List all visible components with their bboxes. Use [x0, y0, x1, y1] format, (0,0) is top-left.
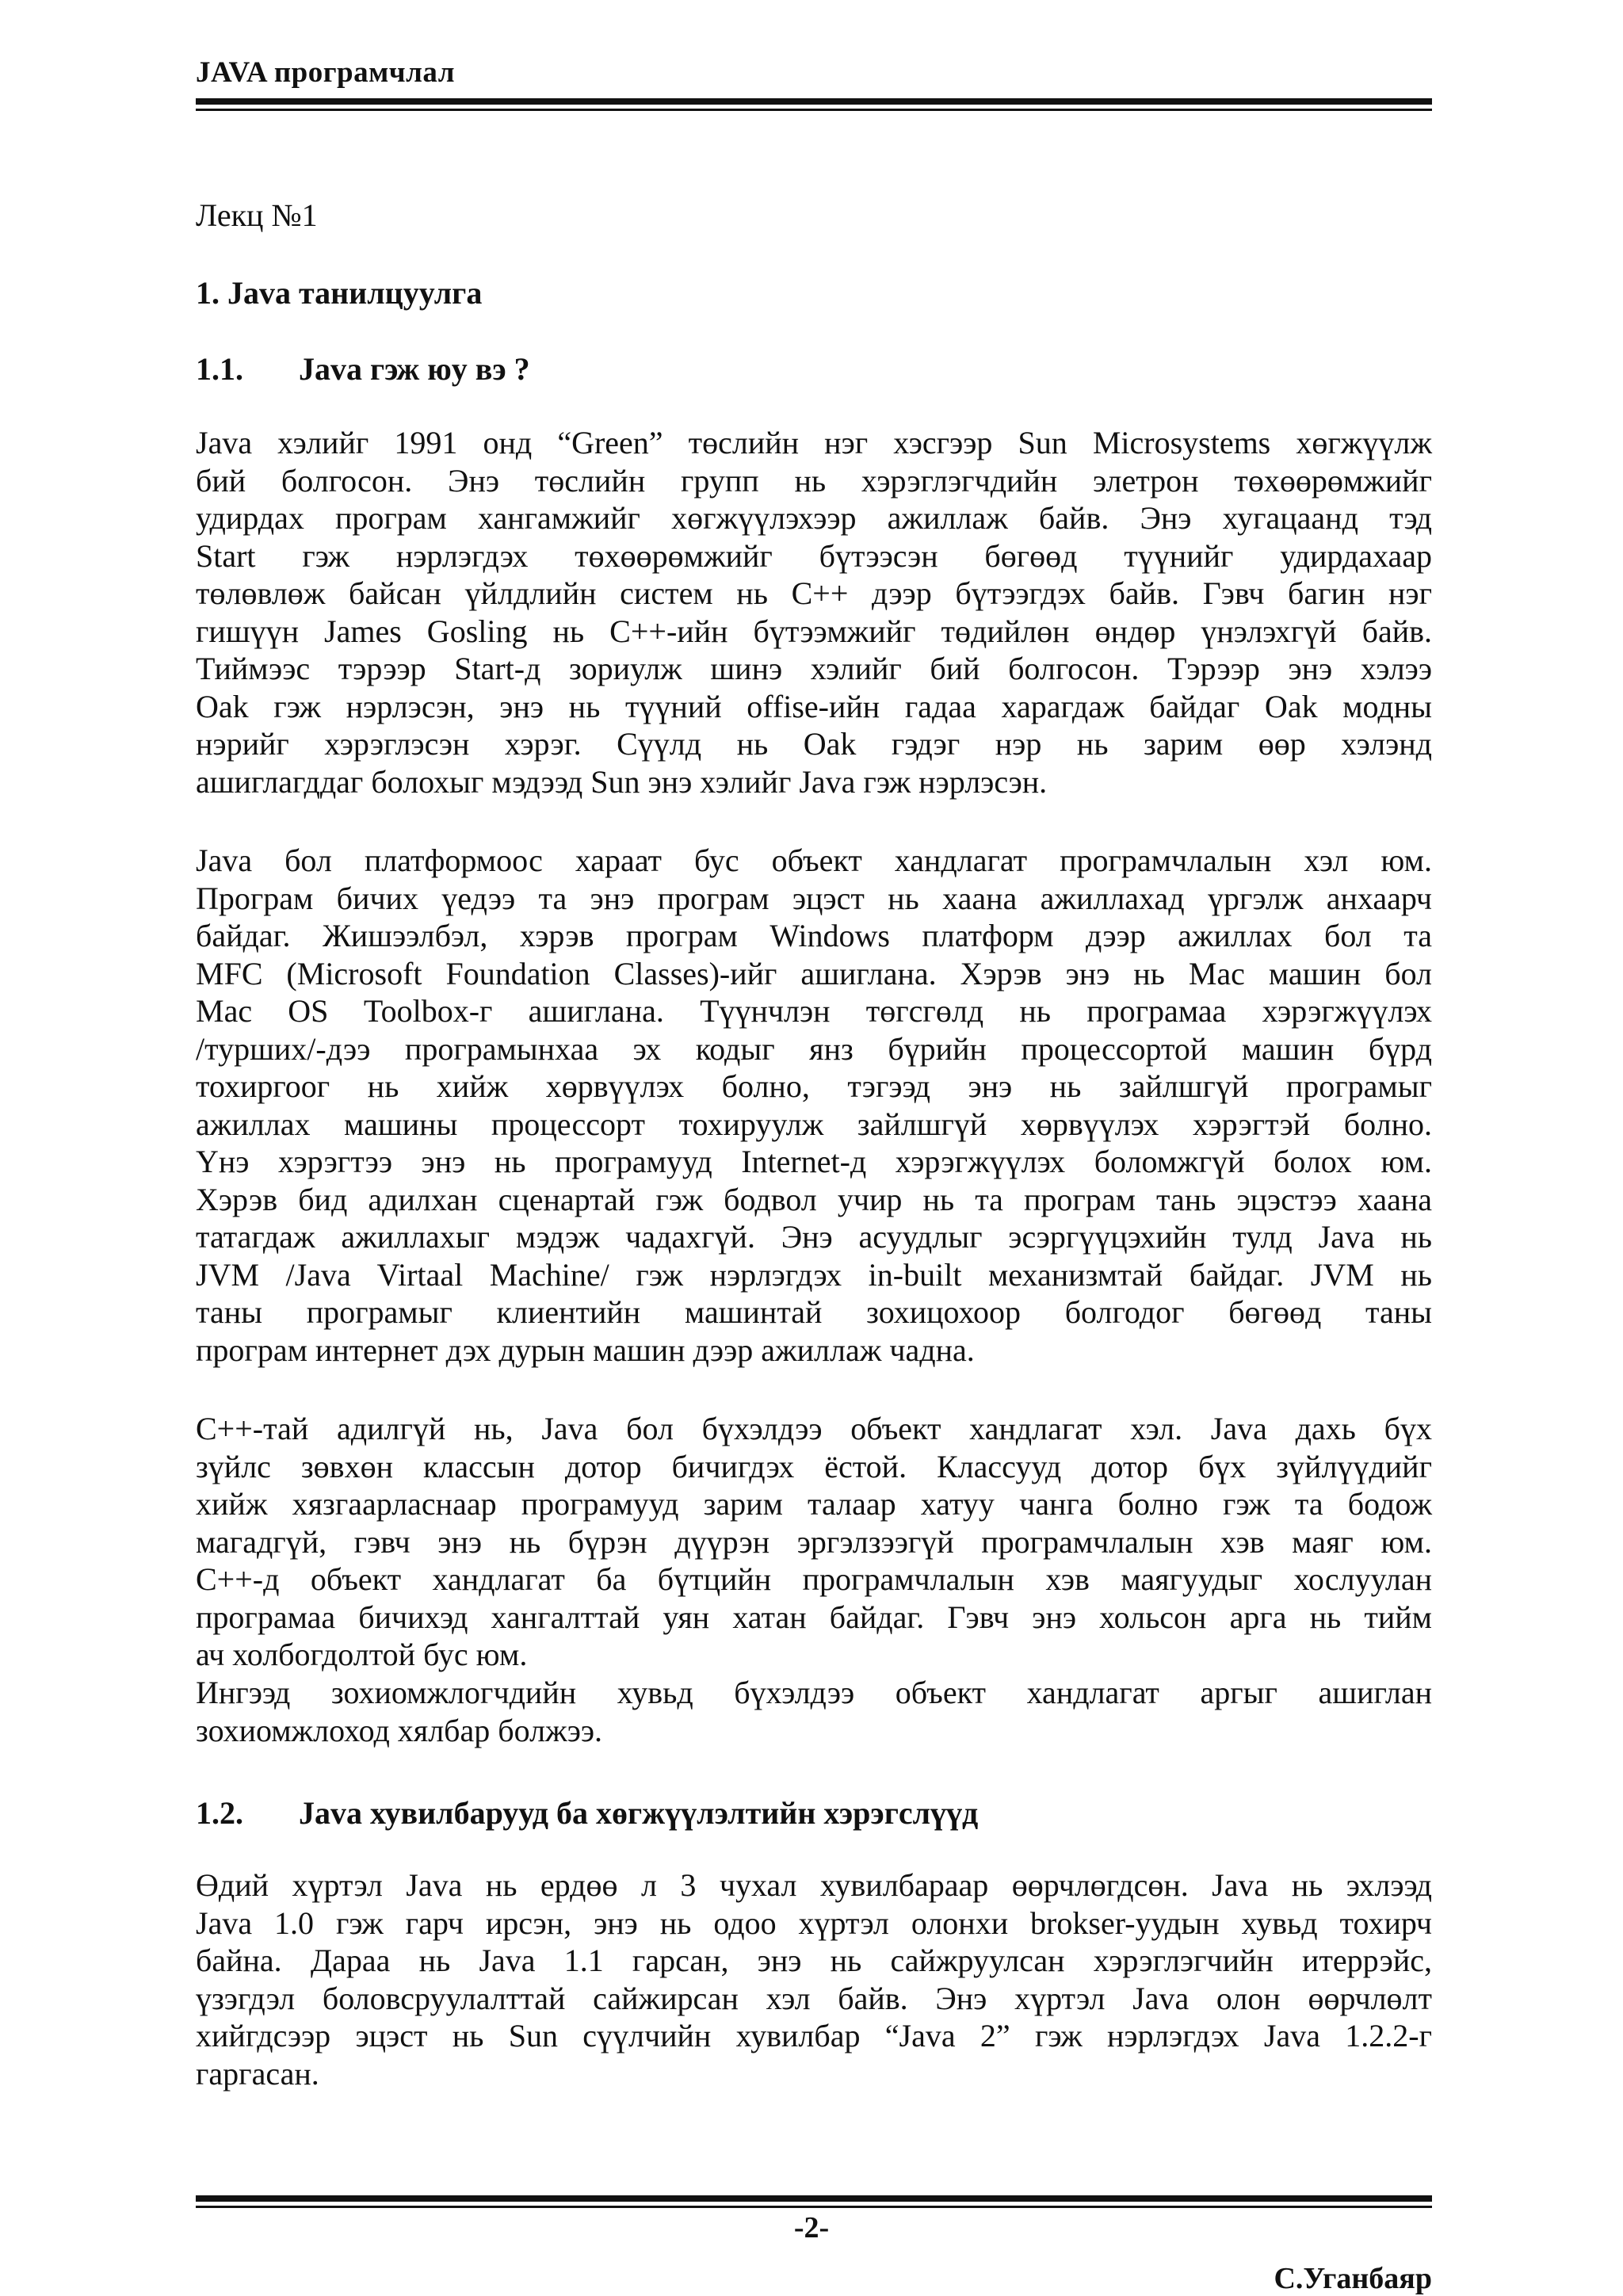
text-line: Java бол платформоос хараат бус объект хандлагат програмчлалын хэл юм. [196, 842, 1432, 878]
text-line: таны програмыг клиентийн машинтай зохицохоор болгодог бөгөөд таны [196, 1294, 1432, 1330]
text-line: магадгүй, гэвч энэ нь бүрэн дүүрэн эргэлзээгүй програмчлалын хэв маяг юм. [196, 1523, 1432, 1560]
text-line: байна. Дараа нь Java 1.1 гарсан, энэ нь сайжруулсан хэрэглэгчийн итеррэйс, [196, 1943, 1432, 1978]
footer-rule-thick [196, 2195, 1432, 2202]
text-line: Mac OS Toolbox-г ашиглана. Түүнчлэн төгсгөлд нь програмаа хэрэгжүүлэх [196, 993, 1432, 1029]
text-line: гаргасан. [196, 2055, 319, 2092]
header-rule-thin [196, 109, 1432, 111]
section-number: 1.1. [196, 351, 243, 387]
text-line: /турших/-дээ програмынхаа эх кодыг янз бүрийн процессортой машин бүрд [196, 1030, 1432, 1067]
section-heading-1-1 [196, 350, 530, 388]
paragraph-java-history [196, 424, 1432, 800]
text-line: Oak гэж нэрлэсэн, энэ нь түүний offise-ийн гадаа харагдаж байдаг Oak модны [196, 688, 1432, 724]
footer-rule-thin [196, 2206, 1432, 2208]
section-number: 1.2. [196, 1795, 243, 1831]
text-line: удирдах програм хангамжийг хөгжүүлэхээр ажиллаж байв. Энэ хугацаанд тэд [196, 500, 1432, 536]
text-line: MFC (Microsoft Foundation Classes)-ийг ашиглана. Хэрэв энэ нь Mac машин бол [196, 955, 1432, 991]
text-line: ач холбогдолтой бус юм. [196, 1637, 528, 1672]
text-line: үзэгдэл боловсруулалттай сайжирсан хэл байв. Энэ хүртэл Java олон өөрчлөлт [196, 1980, 1432, 2016]
lecture-label: Лекц №1 [196, 197, 318, 233]
header-title: JAVA програмчлал [196, 56, 456, 89]
section-title: Java гэж юу вэ ? [299, 351, 530, 387]
text-line: ажиллах машины процессорт тохируулж зайлшгүй хөрвүүлэх хэрэгтэй болно. [196, 1106, 1432, 1142]
text-line: Java хэлийг 1991 онд “Green” төслийн нэг хэсгээр Sun Microsystems хөгжүүлж [196, 425, 1432, 460]
text-line: Хэрэв бид адилхан сценартай гэж бодвол учир нь та програм тань эцэстээ хаана [196, 1181, 1432, 1217]
paragraph-designers [196, 1674, 1432, 1749]
text-line: ашиглагддаг болохыг мэдээд Sun энэ хэлийг Java гэж нэрлэсэн. [196, 763, 1048, 800]
text-line: Start гэж нэрлэгдэх төхөөрөмжийг бүтээсэн бөгөөд түүнийг удирдахаар [196, 537, 1432, 574]
text-line: C++-тай адилгүй нь, Java бол бүхэлдээ объект хандлагат хэл. Java дахь бүх [196, 1411, 1432, 1446]
section-heading-1-2 [196, 1794, 978, 1832]
text-line: програмаа бичихэд хангалттай уян хатан байдаг. Гэвч энэ хольсон арга нь тийм [196, 1599, 1432, 1635]
paragraph-platform-independence [196, 842, 1432, 1369]
section-title: Java хувилбарууд ба хөгжүүлэлтийн хэрэгслүүд [299, 1795, 979, 1831]
text-line: Java 1.0 гэж гарч ирсэн, энэ нь одоо хүртэл олонхи brokser-уудын хувьд тохирч [196, 1904, 1432, 1941]
page-number: -2- [793, 2211, 830, 2244]
text-line: Програм бичих үедээ та энэ програм эцэст нь хаана ажиллахад үргэлж анхаарч [196, 880, 1432, 916]
text-line: төлөвлөж байсан үйлдлийн систем нь C++ дээр бүтээгдэх байв. Гэвч багин нэг [196, 575, 1432, 611]
text-line: бий болгосон. Энэ төслийн групп нь хэрэглэгчдийн элетрон төхөөрөмжийг [196, 462, 1432, 499]
text-line: Ингээд зохиомжлогчдийн хувьд бүхэлдээ объект хандлагат аргыг ашиглан [196, 1675, 1432, 1710]
paragraph-object-oriented [196, 1410, 1432, 1674]
text-line: нэрийг хэрэглэсэн хэрэг. Сүүлд нь Oak гэдэг нэр нь зарим өөр хэлэнд [196, 726, 1432, 762]
section-heading-1-text: 1. Java танилцуулга [196, 275, 483, 311]
header-rule-thick [196, 98, 1432, 105]
author-name: С.Уганбаяр [1274, 2262, 1432, 2295]
text-line: Өдий хүртэл Java нь ердөө л 3 чухал хувилбараар өөрчлөгдсөн. Java нь эхлээд [196, 1867, 1432, 1903]
text-line: татагдаж ажиллахыг мэдэж чадахгүй. Энэ асуудлыг эсэргүүцэхийн тулд Java нь [196, 1219, 1432, 1255]
text-line: C++-д объект хандлагат ба бүтцийн програмчлалын хэв маягуудыг хослуулан [196, 1561, 1432, 1597]
text-line: хийж хязгаарласнаар програмууд зарим талаар хатуу чанга болно гэж та бодож [196, 1486, 1432, 1522]
text-line: тохиргоог нь хийж хөрвүүлэх болно, тэгээд энэ нь зайлшгүй програмыг [196, 1068, 1432, 1104]
text-line: JVM /Java Virtaal Machine/ гэж нэрлэгдэх in-built механизмтай байдаг. JVM нь [196, 1256, 1432, 1293]
paragraph-java-versions [196, 1866, 1432, 2092]
text-line: програм интернет дэх дурын машин дээр ажиллаж чадна. [196, 1331, 975, 1368]
text-line: Тиймээс тэрээр Start-д зориулж шинэ хэлийг бий болгосон. Тэрээр энэ хэлээ [196, 651, 1432, 686]
text-line: хийгдсээр эцэст нь Sun сүүлчийн хувилбар “Java 2” гэж нэрлэгдэх Java 1.2.2-г [196, 2018, 1432, 2053]
text-line: Үнэ хэрэгтээ энэ нь програмууд Internet-д хэрэгжүүлэх боломжгүй болох юм. [196, 1144, 1432, 1179]
text-line: зохиомжлоход хялбар болжээ. [196, 1712, 603, 1748]
section-heading-1 [196, 274, 482, 311]
text-line: зүйлс зөвхөн классын дотор бичигдэх ёстой. Классууд дотор бүх зүйлүүдийг [196, 1448, 1432, 1484]
text-line: байдаг. Жишээлбэл, хэрэв програм Windows платформ дээр ажиллах бол та [196, 918, 1432, 953]
text-line: гишүүн James Gosling нь C++-ийн бүтээмжийг төдийлөн өндөр үнэлэхгүй байв. [196, 613, 1432, 649]
